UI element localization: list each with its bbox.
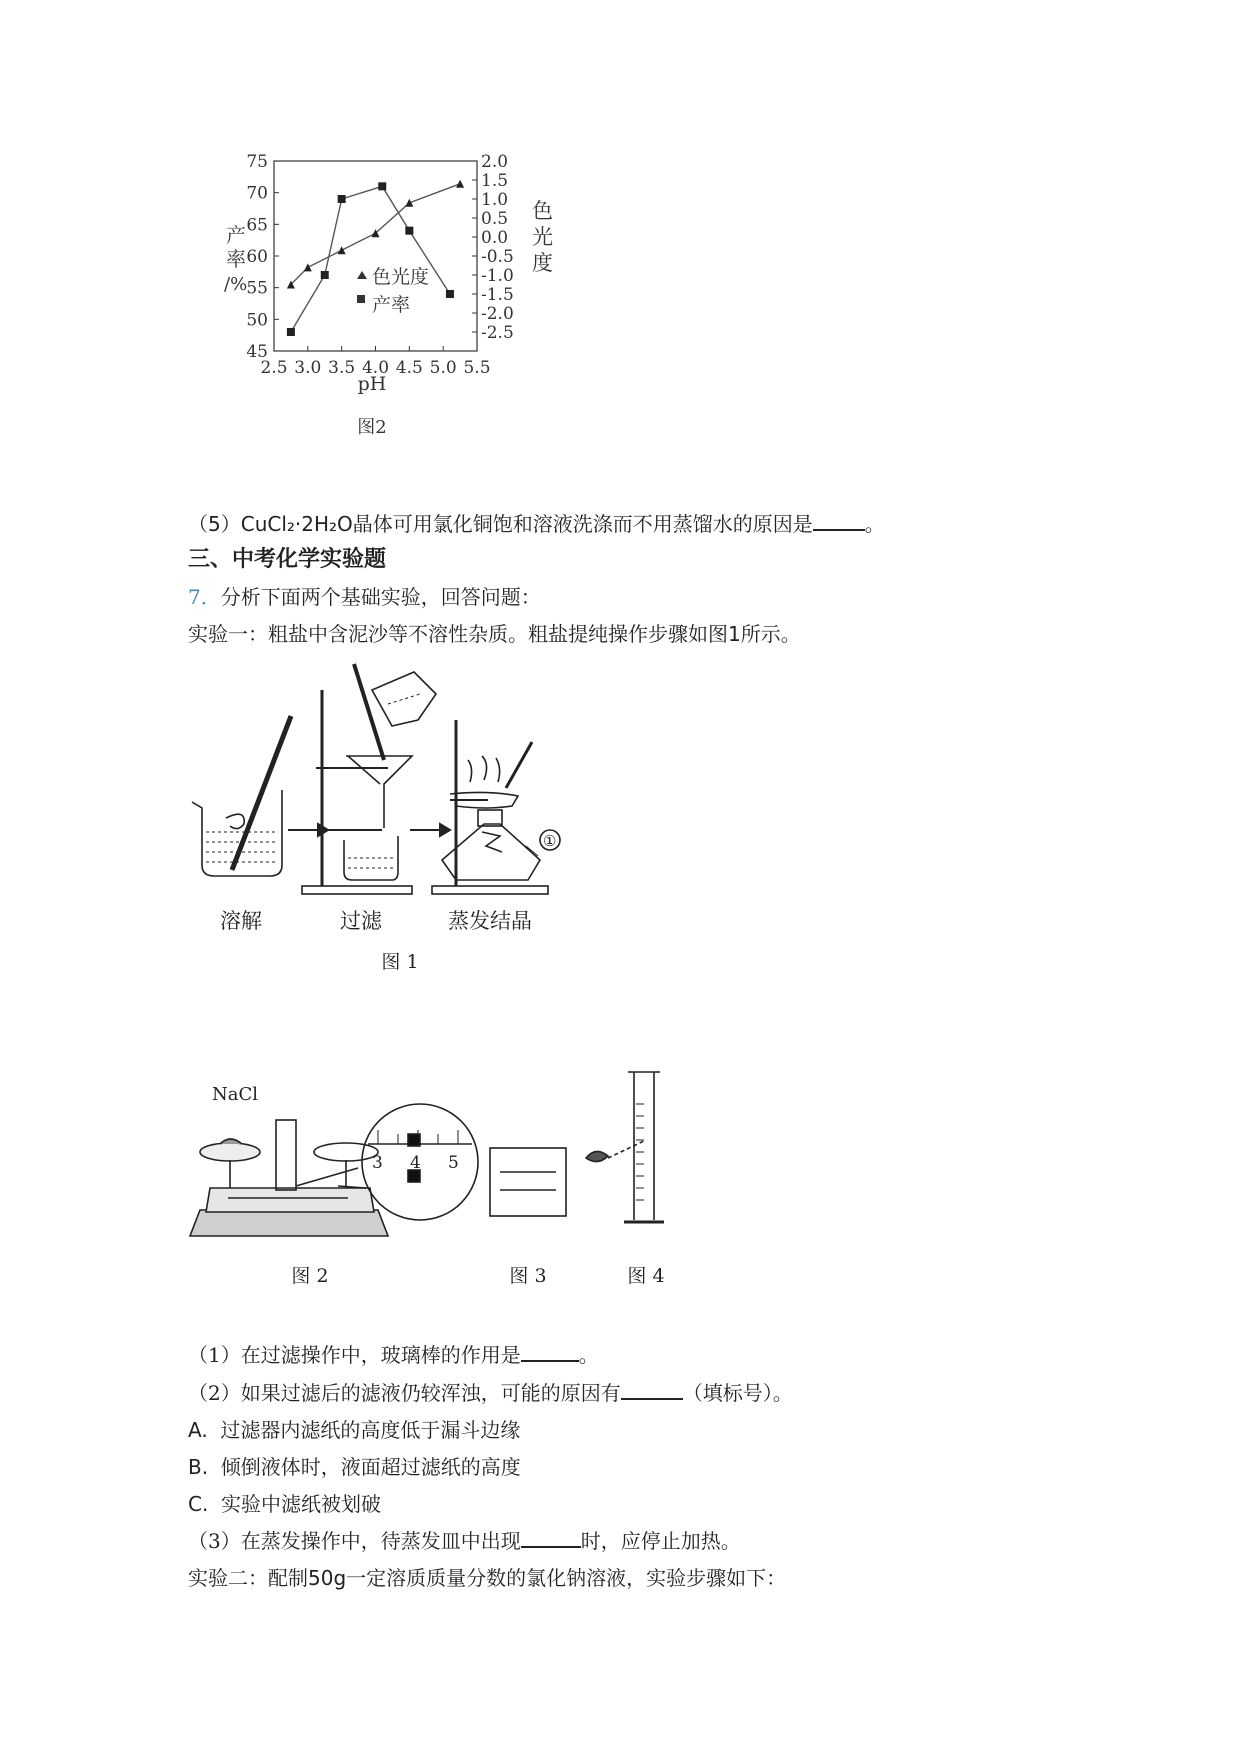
filtration-apparatus [302, 664, 436, 894]
y2-tick-label: 2.0 [481, 152, 509, 172]
fig1-label-dissolve: 溶解 [220, 909, 262, 933]
hue-point [456, 180, 464, 188]
y2-tick-label: -1.5 [481, 285, 514, 305]
y2-axis-title-char2: 光 [532, 225, 553, 249]
yield-point [446, 290, 454, 298]
question-7-text: 分析下面两个基础实验，回答问题： [220, 585, 541, 609]
y-tick-label: 65 [246, 215, 268, 236]
fig1-label-evaporate: 蒸发结晶 [448, 909, 532, 933]
x-tick-label: 4.5 [395, 358, 423, 378]
q5-answer-blank[interactable] [813, 509, 865, 531]
series-line-1 [291, 186, 450, 332]
dissolving-beaker [192, 716, 291, 876]
yield-point [287, 328, 295, 336]
question-5: （5）CuCl₂·2H₂O晶体可用氯化铜饱和溶液洗涤而不用蒸馏水的原因是 。 [188, 509, 885, 539]
x-tick-label: 2.5 [260, 358, 288, 378]
y2-tick-label: 0.5 [481, 209, 509, 229]
y2-tick-label: 1.5 [481, 171, 509, 191]
evaporation-apparatus [432, 720, 560, 894]
chart-caption: 图2 [357, 417, 387, 438]
y-tick-label: 50 [246, 310, 268, 331]
question-1: （1）在过滤操作中，玻璃棒的作用是 。 [188, 1340, 599, 1370]
x-tick-label: 4.0 [361, 358, 390, 378]
scale-tick-3: 3 [372, 1153, 383, 1173]
legend-square-marker [357, 295, 365, 303]
scale-tick-5: 5 [448, 1153, 459, 1173]
y2-tick-label: -0.5 [481, 247, 514, 267]
fig3-caption: 图 3 [509, 1265, 547, 1287]
q3-answer-blank[interactable] [521, 1526, 581, 1548]
y2-tick-label: -2.0 [481, 304, 514, 324]
fig4-caption: 图 4 [627, 1265, 665, 1287]
y2-axis-title-char3: 度 [532, 251, 553, 275]
y-axis-title-char2: 率 [226, 247, 246, 271]
y-tick-label: 60 [246, 247, 268, 267]
x-tick-label: 3.5 [328, 358, 356, 378]
x-tick-label: 3.0 [294, 358, 322, 378]
fig1-label-filter: 过滤 [340, 909, 382, 933]
arrow-2 [410, 824, 450, 836]
legend-triangle-marker [357, 271, 367, 279]
question-2: （2）如果过滤后的滤液仍较浑浊，可能的原因有 （填标号）。 [188, 1378, 793, 1408]
option-b: B. 倾倒液体时，液面超过滤纸的高度 [188, 1455, 521, 1479]
figure-3-box [490, 1148, 566, 1216]
yield-point [378, 182, 386, 190]
experiment-2-text: 实验二：配制50g一定溶质质量分数的氯化钠溶液，实验步骤如下： [188, 1566, 787, 1590]
nacl-label: NaCl [212, 1084, 259, 1105]
figure-1-apparatus [188, 660, 578, 980]
y2-axis-title-char1: 色 [532, 199, 553, 223]
legend-label-hue: 色光度 [372, 266, 430, 288]
y2-tick-label: 1.0 [481, 190, 509, 210]
fig1-circle-marker: ① [543, 832, 557, 850]
q2-answer-blank[interactable] [621, 1378, 683, 1400]
hue-point [338, 246, 346, 254]
q5-prefix: （5） [188, 512, 241, 536]
y2-tick-label: 0.0 [481, 228, 509, 248]
y2-tick-label: -2.5 [481, 323, 514, 343]
yield-point [338, 195, 346, 203]
yield-point [405, 227, 413, 235]
scale-tick-4: 4 [410, 1153, 421, 1173]
figure-2-4-apparatus [188, 1060, 718, 1305]
ph-chart [210, 150, 570, 450]
question-7 [188, 582, 541, 612]
x-tick-label: 5.0 [429, 358, 457, 378]
option-a: A. 过滤器内滤纸的高度低于漏斗边缘 [188, 1418, 521, 1442]
q5-text: 晶体可用氯化铜饱和溶液洗涤而不用蒸馏水的原因是 [352, 512, 813, 536]
section-title: 三、中考化学实验题 [188, 546, 387, 572]
eye-icon [586, 1140, 646, 1162]
question-3: （3）在蒸发操作中，待蒸发皿中出现 时，应停止加热。 [188, 1526, 741, 1556]
balance [190, 1120, 388, 1236]
fig2-caption: 图 2 [291, 1265, 329, 1287]
x-tick-label: 5.5 [463, 358, 491, 378]
option-c: C. 实验中滤纸被划破 [188, 1492, 382, 1516]
x-axis-title: pH [357, 373, 387, 395]
question-number: 7． [188, 585, 221, 609]
hue-point [405, 199, 413, 207]
q1-answer-blank[interactable] [521, 1340, 579, 1362]
fig1-caption: 图 1 [381, 951, 419, 973]
experiment-1-text: 实验一：粗盐中含泥沙等不溶性杂质。粗盐提纯操作步骤如图1所示。 [188, 622, 801, 646]
y2-tick-label: -1.0 [481, 266, 514, 286]
legend-label-yield: 产率 [372, 294, 411, 316]
y-axis-title-char3: /% [224, 274, 248, 295]
y-tick-label: 55 [246, 278, 268, 299]
y-tick-label: 45 [246, 342, 268, 362]
q5-formula: CuCl₂·2H₂O [240, 512, 353, 536]
y-tick-label: 70 [246, 183, 268, 204]
hue-point [304, 263, 312, 271]
y-tick-label: 75 [246, 152, 268, 172]
y-axis-title-char1: 产 [226, 223, 246, 247]
yield-point [321, 271, 329, 279]
